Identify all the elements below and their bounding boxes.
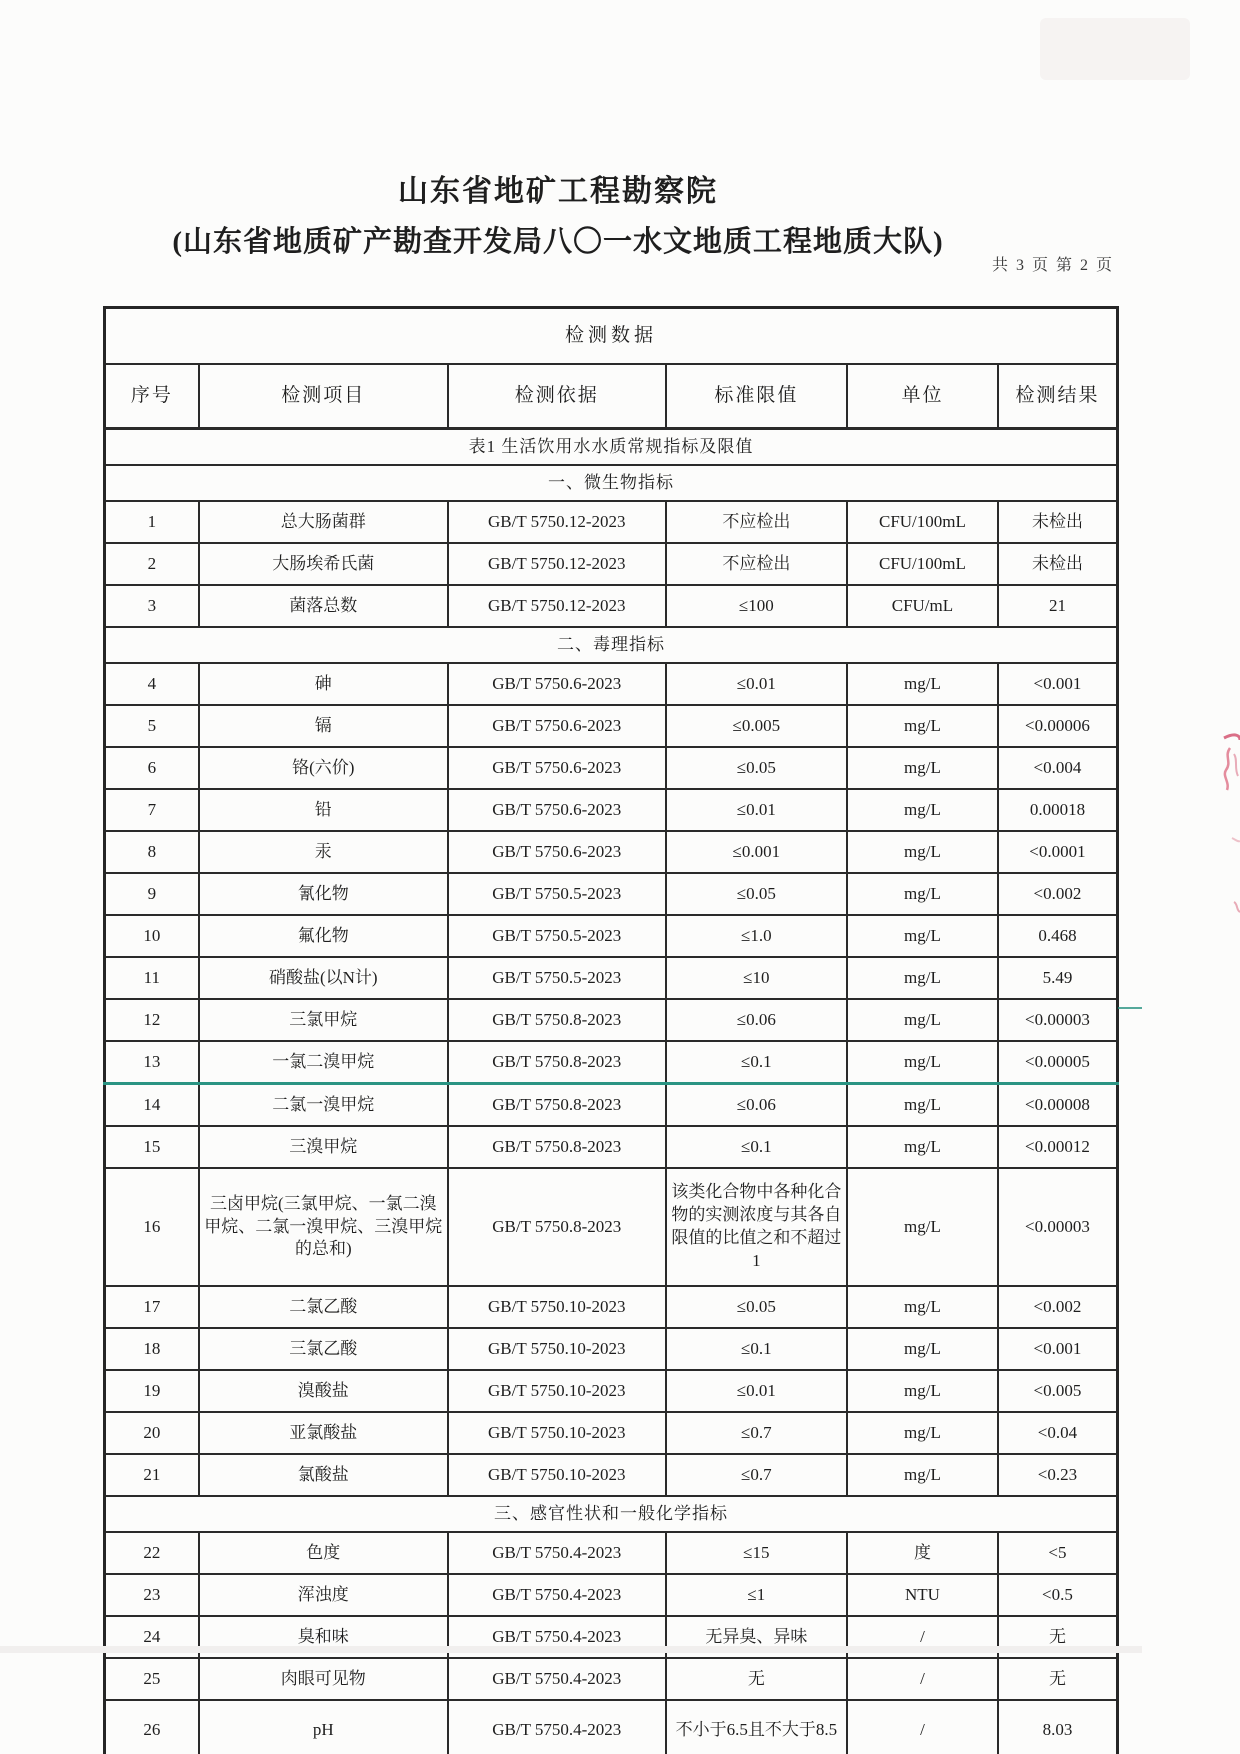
cell-limit: ≤100 xyxy=(666,585,847,627)
cell-unit: CFU/100mL xyxy=(847,543,998,585)
cell-basis: GB/T 5750.4-2023 xyxy=(448,1574,666,1616)
cell-limit: 无 xyxy=(666,1658,847,1700)
section-label: 二、毒理指标 xyxy=(105,627,1118,663)
table-row xyxy=(105,543,1118,585)
cell-limit: ≤0.05 xyxy=(666,747,847,789)
cell-no: 11 xyxy=(105,957,199,999)
cell-basis: GB/T 5750.8-2023 xyxy=(448,1041,666,1084)
cell-result: <0.00008 xyxy=(998,1084,1118,1127)
cell-basis: GB/T 5750.6-2023 xyxy=(448,789,666,831)
column-header-unit: 单位 xyxy=(847,364,998,429)
cell-result: <0.04 xyxy=(998,1412,1118,1454)
results-table-body xyxy=(105,308,1118,1754)
cell-item: 二氯乙酸 xyxy=(199,1286,448,1328)
table-row xyxy=(105,663,1118,705)
cell-limit: 不应检出 xyxy=(666,543,847,585)
table-row xyxy=(105,873,1118,915)
cell-limit: ≤1 xyxy=(666,1574,847,1616)
cell-unit: 度 xyxy=(847,1532,998,1574)
cell-result: 8.03 xyxy=(998,1700,1118,1754)
cell-unit: mg/L xyxy=(847,873,998,915)
cell-limit: ≤0.001 xyxy=(666,831,847,873)
cell-unit: CFU/100mL xyxy=(847,501,998,543)
table-row xyxy=(105,1532,1118,1574)
cell-limit: ≤0.06 xyxy=(666,1084,847,1127)
results-table xyxy=(103,306,1119,1754)
cell-limit: ≤15 xyxy=(666,1532,847,1574)
cell-result: <0.002 xyxy=(998,873,1118,915)
cell-no: 6 xyxy=(105,747,199,789)
section-label: 表1 生活饮用水水质常规指标及限值 xyxy=(105,429,1118,466)
table-row xyxy=(105,1084,1118,1127)
red-seal-fragment-icon xyxy=(1216,726,1240,926)
cell-limit: ≤0.7 xyxy=(666,1454,847,1496)
cell-item: 砷 xyxy=(199,663,448,705)
table-row xyxy=(105,501,1118,543)
cell-no: 12 xyxy=(105,999,199,1041)
page-number-marker: 共 3 页 第 2 页 xyxy=(991,257,1114,274)
table-row xyxy=(105,831,1118,873)
cell-result: <0.001 xyxy=(998,663,1118,705)
cell-limit: ≤0.06 xyxy=(666,999,847,1041)
cell-result: <0.00003 xyxy=(998,1168,1118,1286)
scan-band xyxy=(0,1646,1142,1653)
cell-no: 19 xyxy=(105,1370,199,1412)
cell-limit: ≤10 xyxy=(666,957,847,999)
cell-no: 1 xyxy=(105,501,199,543)
cell-no: 5 xyxy=(105,705,199,747)
cell-item: 三氯甲烷 xyxy=(199,999,448,1041)
cell-basis: GB/T 5750.8-2023 xyxy=(448,1084,666,1127)
cell-result: <5 xyxy=(998,1532,1118,1574)
cell-basis: GB/T 5750.6-2023 xyxy=(448,747,666,789)
cell-basis: GB/T 5750.5-2023 xyxy=(448,915,666,957)
cell-item: 铬(六价) xyxy=(199,747,448,789)
cell-limit: 不应检出 xyxy=(666,501,847,543)
cell-item: 硝酸盐(以N计) xyxy=(199,957,448,999)
cell-result: <0.5 xyxy=(998,1574,1118,1616)
cell-limit: ≤0.1 xyxy=(666,1041,847,1084)
section-row xyxy=(105,429,1118,466)
cell-item: 三氯乙酸 xyxy=(199,1328,448,1370)
cell-basis: GB/T 5750.10-2023 xyxy=(448,1328,666,1370)
table-row xyxy=(105,705,1118,747)
cell-item: 氯酸盐 xyxy=(199,1454,448,1496)
cell-basis: GB/T 5750.10-2023 xyxy=(448,1454,666,1496)
cell-item: 三溴甲烷 xyxy=(199,1126,448,1168)
cell-result: 0.468 xyxy=(998,915,1118,957)
cell-unit: mg/L xyxy=(847,1370,998,1412)
table-row xyxy=(105,1574,1118,1616)
cell-item: 浑浊度 xyxy=(199,1574,448,1616)
cell-unit: mg/L xyxy=(847,957,998,999)
cell-limit: 无异臭、异味 xyxy=(666,1616,847,1658)
cell-unit: mg/L xyxy=(847,663,998,705)
cell-unit: mg/L xyxy=(847,747,998,789)
cell-basis: GB/T 5750.8-2023 xyxy=(448,1168,666,1286)
cell-result: <0.00012 xyxy=(998,1126,1118,1168)
cell-unit: mg/L xyxy=(847,999,998,1041)
cell-basis: GB/T 5750.4-2023 xyxy=(448,1658,666,1700)
cell-no: 9 xyxy=(105,873,199,915)
cell-no: 20 xyxy=(105,1412,199,1454)
cell-basis: GB/T 5750.5-2023 xyxy=(448,873,666,915)
cell-no: 21 xyxy=(105,1454,199,1496)
document-header xyxy=(0,166,1116,260)
cell-item: 亚氯酸盐 xyxy=(199,1412,448,1454)
cell-result: <0.23 xyxy=(998,1454,1118,1496)
table-row xyxy=(105,1370,1118,1412)
cell-unit: mg/L xyxy=(847,1168,998,1286)
cell-item: 菌落总数 xyxy=(199,585,448,627)
cell-limit: ≤0.05 xyxy=(666,873,847,915)
cell-item: 二氯一溴甲烷 xyxy=(199,1084,448,1127)
cell-no: 8 xyxy=(105,831,199,873)
column-header-item: 检测项目 xyxy=(199,364,448,429)
green-scan-line xyxy=(1118,1007,1142,1009)
cell-basis: GB/T 5750.10-2023 xyxy=(448,1286,666,1328)
table-row xyxy=(105,1041,1118,1084)
cell-no: 17 xyxy=(105,1286,199,1328)
org-name: 山东省地矿工程勘察院 xyxy=(398,175,718,208)
cell-item: 氟化物 xyxy=(199,915,448,957)
cell-no: 3 xyxy=(105,585,199,627)
cell-unit: mg/L xyxy=(847,1041,998,1084)
cell-result: <0.001 xyxy=(998,1328,1118,1370)
cell-result: 无 xyxy=(998,1616,1118,1658)
cell-item: 溴酸盐 xyxy=(199,1370,448,1412)
cell-unit: / xyxy=(847,1700,998,1754)
table-row xyxy=(105,1700,1118,1754)
cell-item: 大肠埃希氏菌 xyxy=(199,543,448,585)
cell-limit: ≤0.01 xyxy=(666,663,847,705)
cell-unit: mg/L xyxy=(847,1126,998,1168)
table-row xyxy=(105,999,1118,1041)
cell-limit: ≤0.1 xyxy=(666,1328,847,1370)
cell-unit: CFU/mL xyxy=(847,585,998,627)
cell-limit: ≤0.005 xyxy=(666,705,847,747)
cell-result: <0.00006 xyxy=(998,705,1118,747)
cell-item: 三卤甲烷(三氯甲烷、一氯二溴甲烷、二氯一溴甲烷、三溴甲烷的总和) xyxy=(199,1168,448,1286)
cell-basis: GB/T 5750.8-2023 xyxy=(448,999,666,1041)
table-caption-row xyxy=(105,308,1118,365)
cell-no: 26 xyxy=(105,1700,199,1754)
cell-no: 13 xyxy=(105,1041,199,1084)
cell-result: 0.00018 xyxy=(998,789,1118,831)
cell-basis: GB/T 5750.10-2023 xyxy=(448,1370,666,1412)
cell-unit: mg/L xyxy=(847,705,998,747)
cell-result: <0.004 xyxy=(998,747,1118,789)
cell-limit: ≤0.1 xyxy=(666,1126,847,1168)
cell-limit: 不小于6.5且不大于8.5 xyxy=(666,1700,847,1754)
cell-no: 24 xyxy=(105,1616,199,1658)
cell-item: pH xyxy=(199,1700,448,1754)
cell-no: 18 xyxy=(105,1328,199,1370)
column-header-result: 检测结果 xyxy=(998,364,1118,429)
cell-basis: GB/T 5750.6-2023 xyxy=(448,705,666,747)
cell-no: 25 xyxy=(105,1658,199,1700)
table-row xyxy=(105,915,1118,957)
cell-result: <0.00005 xyxy=(998,1041,1118,1084)
cell-limit: ≤1.0 xyxy=(666,915,847,957)
section-row xyxy=(105,465,1118,501)
table-row xyxy=(105,1286,1118,1328)
section-row xyxy=(105,1496,1118,1532)
table-row xyxy=(105,1126,1118,1168)
cell-result: 21 xyxy=(998,585,1118,627)
cell-item: 总大肠菌群 xyxy=(199,501,448,543)
cell-unit: mg/L xyxy=(847,789,998,831)
cell-basis: GB/T 5750.8-2023 xyxy=(448,1126,666,1168)
scan-smudge xyxy=(1040,18,1190,80)
table-row xyxy=(105,1412,1118,1454)
cell-unit: / xyxy=(847,1616,998,1658)
cell-no: 23 xyxy=(105,1574,199,1616)
cell-no: 4 xyxy=(105,663,199,705)
section-label: 三、感官性状和一般化学指标 xyxy=(105,1496,1118,1532)
cell-basis: GB/T 5750.12-2023 xyxy=(448,585,666,627)
cell-basis: GB/T 5750.5-2023 xyxy=(448,957,666,999)
column-header-limit: 标准限值 xyxy=(666,364,847,429)
section-label: 一、微生物指标 xyxy=(105,465,1118,501)
cell-result: 未检出 xyxy=(998,543,1118,585)
cell-unit: mg/L xyxy=(847,1286,998,1328)
table-row xyxy=(105,957,1118,999)
table-row xyxy=(105,1328,1118,1370)
cell-item: 氰化物 xyxy=(199,873,448,915)
cell-basis: GB/T 5750.6-2023 xyxy=(448,663,666,705)
cell-basis: GB/T 5750.12-2023 xyxy=(448,543,666,585)
column-header-basis: 检测依据 xyxy=(448,364,666,429)
cell-unit: mg/L xyxy=(847,1084,998,1127)
org-subtitle: (山东省地质矿产勘查开发局八〇一水文地质工程地质大队) xyxy=(172,226,944,258)
section-row xyxy=(105,627,1118,663)
cell-result: 未检出 xyxy=(998,501,1118,543)
cell-limit: ≤0.01 xyxy=(666,1370,847,1412)
cell-basis: GB/T 5750.4-2023 xyxy=(448,1616,666,1658)
cell-unit: mg/L xyxy=(847,1328,998,1370)
cell-item: 镉 xyxy=(199,705,448,747)
cell-no: 10 xyxy=(105,915,199,957)
cell-no: 2 xyxy=(105,543,199,585)
cell-unit: mg/L xyxy=(847,831,998,873)
cell-unit: mg/L xyxy=(847,1412,998,1454)
cell-basis: GB/T 5750.4-2023 xyxy=(448,1700,666,1754)
column-header-no: 序号 xyxy=(105,364,199,429)
cell-item: 汞 xyxy=(199,831,448,873)
cell-basis: GB/T 5750.4-2023 xyxy=(448,1532,666,1574)
cell-limit: ≤0.7 xyxy=(666,1412,847,1454)
cell-unit: mg/L xyxy=(847,915,998,957)
cell-limit: ≤0.01 xyxy=(666,789,847,831)
cell-item: 肉眼可见物 xyxy=(199,1658,448,1700)
table-row xyxy=(105,747,1118,789)
cell-item: 铅 xyxy=(199,789,448,831)
cell-no: 7 xyxy=(105,789,199,831)
cell-item: 色度 xyxy=(199,1532,448,1574)
table-row xyxy=(105,1658,1118,1700)
cell-no: 14 xyxy=(105,1084,199,1127)
cell-result: <0.002 xyxy=(998,1286,1118,1328)
table-header-row xyxy=(105,364,1118,429)
cell-result: <0.0001 xyxy=(998,831,1118,873)
cell-result: <0.005 xyxy=(998,1370,1118,1412)
cell-basis: GB/T 5750.6-2023 xyxy=(448,831,666,873)
cell-unit: mg/L xyxy=(847,1454,998,1496)
results-table-container xyxy=(103,306,1119,1754)
cell-no: 22 xyxy=(105,1532,199,1574)
cell-result: 5.49 xyxy=(998,957,1118,999)
cell-no: 16 xyxy=(105,1168,199,1286)
cell-result: <0.00003 xyxy=(998,999,1118,1041)
table-row xyxy=(105,585,1118,627)
cell-no: 15 xyxy=(105,1126,199,1168)
cell-unit: NTU xyxy=(847,1574,998,1616)
table-caption: 检测数据 xyxy=(105,308,1118,365)
cell-item: 臭和味 xyxy=(199,1616,448,1658)
cell-basis: GB/T 5750.10-2023 xyxy=(448,1412,666,1454)
cell-limit: 该类化合物中各种化合物的实测浓度与其各自限值的比值之和不超过1 xyxy=(666,1168,847,1286)
table-row xyxy=(105,1168,1118,1286)
cell-unit: / xyxy=(847,1658,998,1700)
cell-basis: GB/T 5750.12-2023 xyxy=(448,501,666,543)
cell-limit: ≤0.05 xyxy=(666,1286,847,1328)
table-row xyxy=(105,1454,1118,1496)
cell-item: 一氯二溴甲烷 xyxy=(199,1041,448,1084)
table-row xyxy=(105,789,1118,831)
cell-result: 无 xyxy=(998,1658,1118,1700)
